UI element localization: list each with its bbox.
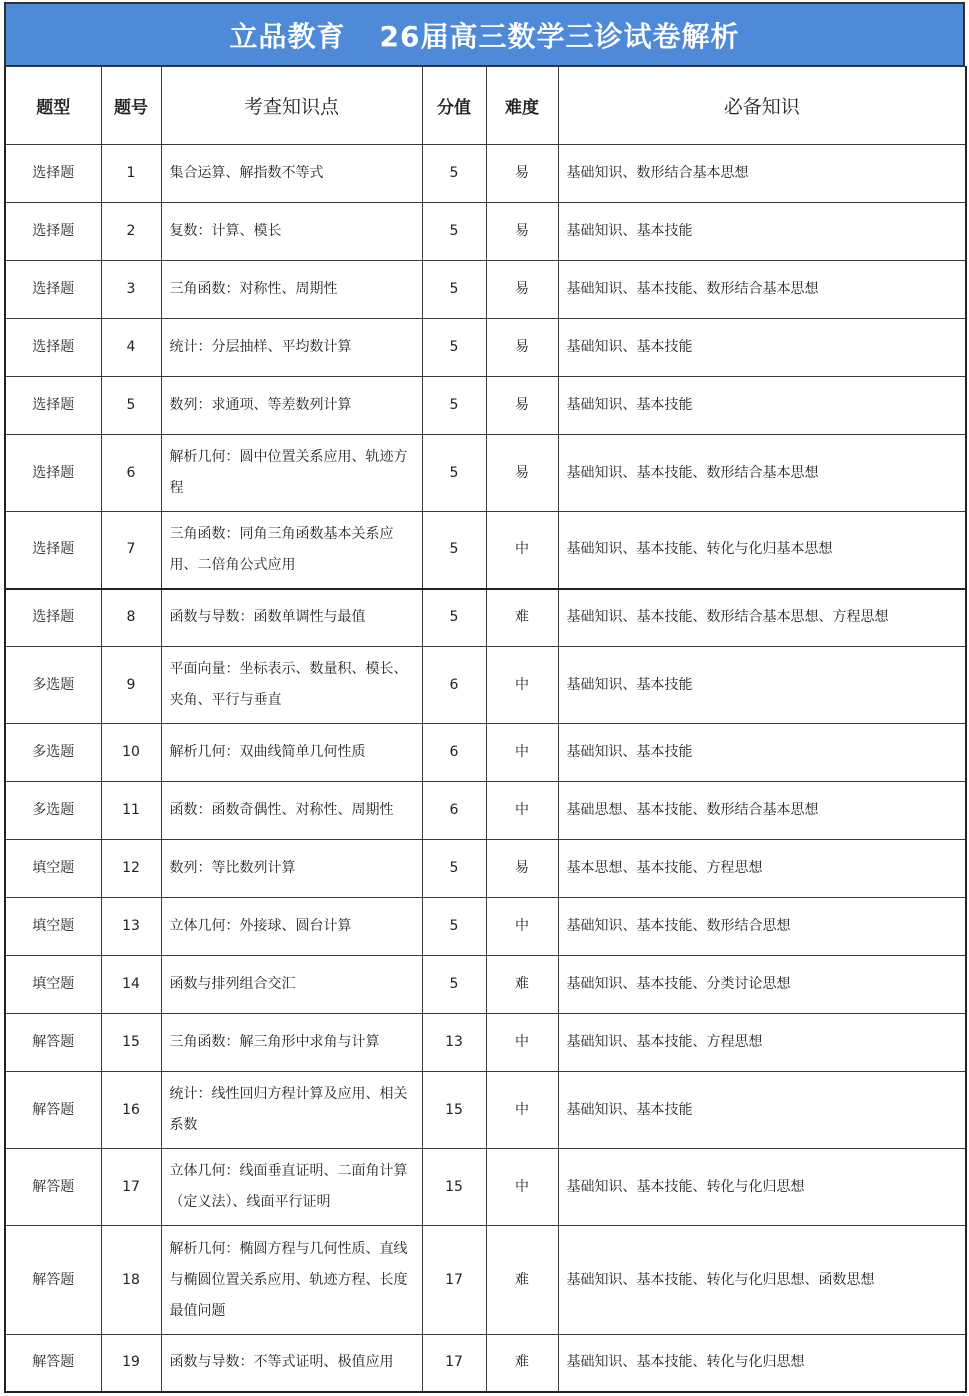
analysis-table	[4, 66, 967, 1393]
question-score: 5	[422, 377, 486, 435]
question-topic: 立体几何：线面垂直证明、二面角计算（定义法）、线面平行证明	[161, 1149, 422, 1226]
question-knowledge: 基础知识、基本技能、转化与化归思想	[558, 1335, 966, 1392]
table-row	[5, 840, 966, 898]
question-score: 5	[422, 956, 486, 1014]
question-difficulty: 中	[486, 1149, 558, 1226]
brand-name: 立品教育	[229, 19, 346, 53]
table-row	[5, 647, 966, 724]
question-knowledge: 基础知识、基本技能、分类讨论思想	[558, 956, 966, 1014]
question-score: 6	[422, 782, 486, 840]
table-row	[5, 1226, 966, 1335]
question-knowledge: 基础知识、基本技能、数形结合基本思想	[558, 261, 966, 319]
table-row	[5, 1014, 966, 1072]
question-number: 6	[101, 435, 161, 512]
question-type: 选择题	[5, 512, 101, 589]
question-difficulty: 易	[486, 377, 558, 435]
header-score: 分值	[422, 67, 486, 145]
question-score: 17	[422, 1226, 486, 1335]
question-difficulty: 中	[486, 724, 558, 782]
table-row	[5, 1149, 966, 1226]
question-number: 8	[101, 589, 161, 647]
question-knowledge: 基础知识、基本技能、转化与化归思想、函数思想	[558, 1226, 966, 1335]
question-type: 解答题	[5, 1226, 101, 1335]
header-knowledge: 必备知识	[558, 67, 966, 145]
question-knowledge: 基础知识、基本技能、数形结合基本思想	[558, 435, 966, 512]
table-row	[5, 956, 966, 1014]
table-row	[5, 377, 966, 435]
question-knowledge: 基础思想、基本技能、数形结合基本思想	[558, 782, 966, 840]
header-number: 题号	[101, 67, 161, 145]
question-difficulty: 易	[486, 840, 558, 898]
question-difficulty: 中	[486, 1072, 558, 1149]
question-type: 填空题	[5, 898, 101, 956]
question-difficulty: 易	[486, 145, 558, 203]
table-row	[5, 203, 966, 261]
question-number: 9	[101, 647, 161, 724]
question-number: 5	[101, 377, 161, 435]
question-topic: 函数与导数：函数单调性与最值	[161, 589, 422, 647]
question-difficulty: 易	[486, 261, 558, 319]
question-difficulty: 中	[486, 512, 558, 589]
question-topic: 解析几何：双曲线简单几何性质	[161, 724, 422, 782]
header-type: 题型	[5, 67, 101, 145]
question-number: 15	[101, 1014, 161, 1072]
question-difficulty: 难	[486, 1335, 558, 1392]
question-number: 11	[101, 782, 161, 840]
question-topic: 函数与导数：不等式证明、极值应用	[161, 1335, 422, 1392]
question-number: 2	[101, 203, 161, 261]
question-topic: 集合运算、解指数不等式	[161, 145, 422, 203]
question-type: 填空题	[5, 840, 101, 898]
question-score: 15	[422, 1072, 486, 1149]
question-knowledge: 基础知识、基本技能	[558, 377, 966, 435]
question-difficulty: 难	[486, 589, 558, 647]
question-type: 多选题	[5, 782, 101, 840]
question-score: 5	[422, 898, 486, 956]
table-row	[5, 589, 966, 647]
question-number: 1	[101, 145, 161, 203]
question-topic: 立体几何：外接球、圆台计算	[161, 898, 422, 956]
question-topic: 数列：等比数列计算	[161, 840, 422, 898]
table-row	[5, 1335, 966, 1392]
question-type: 解答题	[5, 1149, 101, 1226]
question-topic: 平面向量：坐标表示、数量积、模长、夹角、平行与垂直	[161, 647, 422, 724]
question-score: 5	[422, 589, 486, 647]
question-number: 7	[101, 512, 161, 589]
question-number: 10	[101, 724, 161, 782]
question-score: 5	[422, 145, 486, 203]
question-difficulty: 易	[486, 203, 558, 261]
question-score: 15	[422, 1149, 486, 1226]
question-knowledge: 基础知识、基本技能	[558, 724, 966, 782]
question-knowledge: 基础知识、基本技能	[558, 319, 966, 377]
question-type: 选择题	[5, 377, 101, 435]
question-score: 13	[422, 1014, 486, 1072]
table-row	[5, 724, 966, 782]
question-type: 选择题	[5, 319, 101, 377]
question-difficulty: 中	[486, 898, 558, 956]
question-difficulty: 难	[486, 1226, 558, 1335]
question-difficulty: 难	[486, 956, 558, 1014]
question-difficulty: 中	[486, 1014, 558, 1072]
question-difficulty: 中	[486, 782, 558, 840]
question-number: 3	[101, 261, 161, 319]
question-number: 12	[101, 840, 161, 898]
question-difficulty: 中	[486, 647, 558, 724]
question-type: 多选题	[5, 647, 101, 724]
table-row	[5, 145, 966, 203]
header-difficulty: 难度	[486, 67, 558, 145]
question-topic: 解析几何：椭圆方程与几何性质、直线与椭圆位置关系应用、轨迹方程、长度最值问题	[161, 1226, 422, 1335]
question-knowledge: 基础知识、基本技能、方程思想	[558, 1014, 966, 1072]
question-type: 解答题	[5, 1335, 101, 1392]
question-score: 6	[422, 724, 486, 782]
question-knowledge: 基础知识、基本技能、数形结合思想	[558, 898, 966, 956]
question-topic: 三角函数：对称性、周期性	[161, 261, 422, 319]
question-topic: 统计：线性回归方程计算及应用、相关系数	[161, 1072, 422, 1149]
question-topic: 函数：函数奇偶性、对称性、周期性	[161, 782, 422, 840]
question-type: 解答题	[5, 1072, 101, 1149]
question-topic: 三角函数：同角三角函数基本关系应用、二倍角公式应用	[161, 512, 422, 589]
question-type: 选择题	[5, 435, 101, 512]
table-row	[5, 1072, 966, 1149]
question-score: 5	[422, 319, 486, 377]
question-score: 5	[422, 512, 486, 589]
question-score: 5	[422, 435, 486, 512]
question-topic: 数列：求通项、等差数列计算	[161, 377, 422, 435]
question-difficulty: 易	[486, 319, 558, 377]
question-type: 选择题	[5, 261, 101, 319]
question-topic: 复数：计算、模长	[161, 203, 422, 261]
question-score: 17	[422, 1335, 486, 1392]
question-type: 选择题	[5, 589, 101, 647]
sheet-title: 26届高三数学三诊试卷解析	[379, 19, 740, 53]
question-knowledge: 基本思想、基本技能、方程思想	[558, 840, 966, 898]
question-number: 17	[101, 1149, 161, 1226]
header-topic: 考查知识点	[161, 67, 422, 145]
question-topic: 解析几何：圆中位置关系应用、轨迹方程	[161, 435, 422, 512]
question-topic: 统计：分层抽样、平均数计算	[161, 319, 422, 377]
question-number: 13	[101, 898, 161, 956]
table-row	[5, 435, 966, 512]
question-knowledge: 基础知识、基本技能	[558, 203, 966, 261]
question-type: 填空题	[5, 956, 101, 1014]
question-number: 16	[101, 1072, 161, 1149]
question-difficulty: 易	[486, 435, 558, 512]
exam-analysis-sheet	[4, 2, 965, 1393]
question-knowledge: 基础知识、数形结合基本思想	[558, 145, 966, 203]
question-number: 18	[101, 1226, 161, 1335]
question-type: 多选题	[5, 724, 101, 782]
question-score: 5	[422, 261, 486, 319]
question-number: 14	[101, 956, 161, 1014]
table-row	[5, 898, 966, 956]
table-row	[5, 319, 966, 377]
question-number: 4	[101, 319, 161, 377]
table-row	[5, 782, 966, 840]
question-topic: 三角函数：解三角形中求角与计算	[161, 1014, 422, 1072]
question-type: 选择题	[5, 145, 101, 203]
question-score: 6	[422, 647, 486, 724]
question-type: 解答题	[5, 1014, 101, 1072]
question-number: 19	[101, 1335, 161, 1392]
header-row	[5, 67, 966, 145]
table-row	[5, 261, 966, 319]
question-knowledge: 基础知识、基本技能、数形结合基本思想、方程思想	[558, 589, 966, 647]
question-knowledge: 基础知识、基本技能、转化与化归思想	[558, 1149, 966, 1226]
question-score: 5	[422, 840, 486, 898]
question-topic: 函数与排列组合交汇	[161, 956, 422, 1014]
question-knowledge: 基础知识、基本技能	[558, 1072, 966, 1149]
title-banner	[4, 2, 965, 66]
table-row	[5, 512, 966, 589]
question-knowledge: 基础知识、基本技能	[558, 647, 966, 724]
question-score: 5	[422, 203, 486, 261]
question-knowledge: 基础知识、基本技能、转化与化归基本思想	[558, 512, 966, 589]
question-type: 选择题	[5, 203, 101, 261]
